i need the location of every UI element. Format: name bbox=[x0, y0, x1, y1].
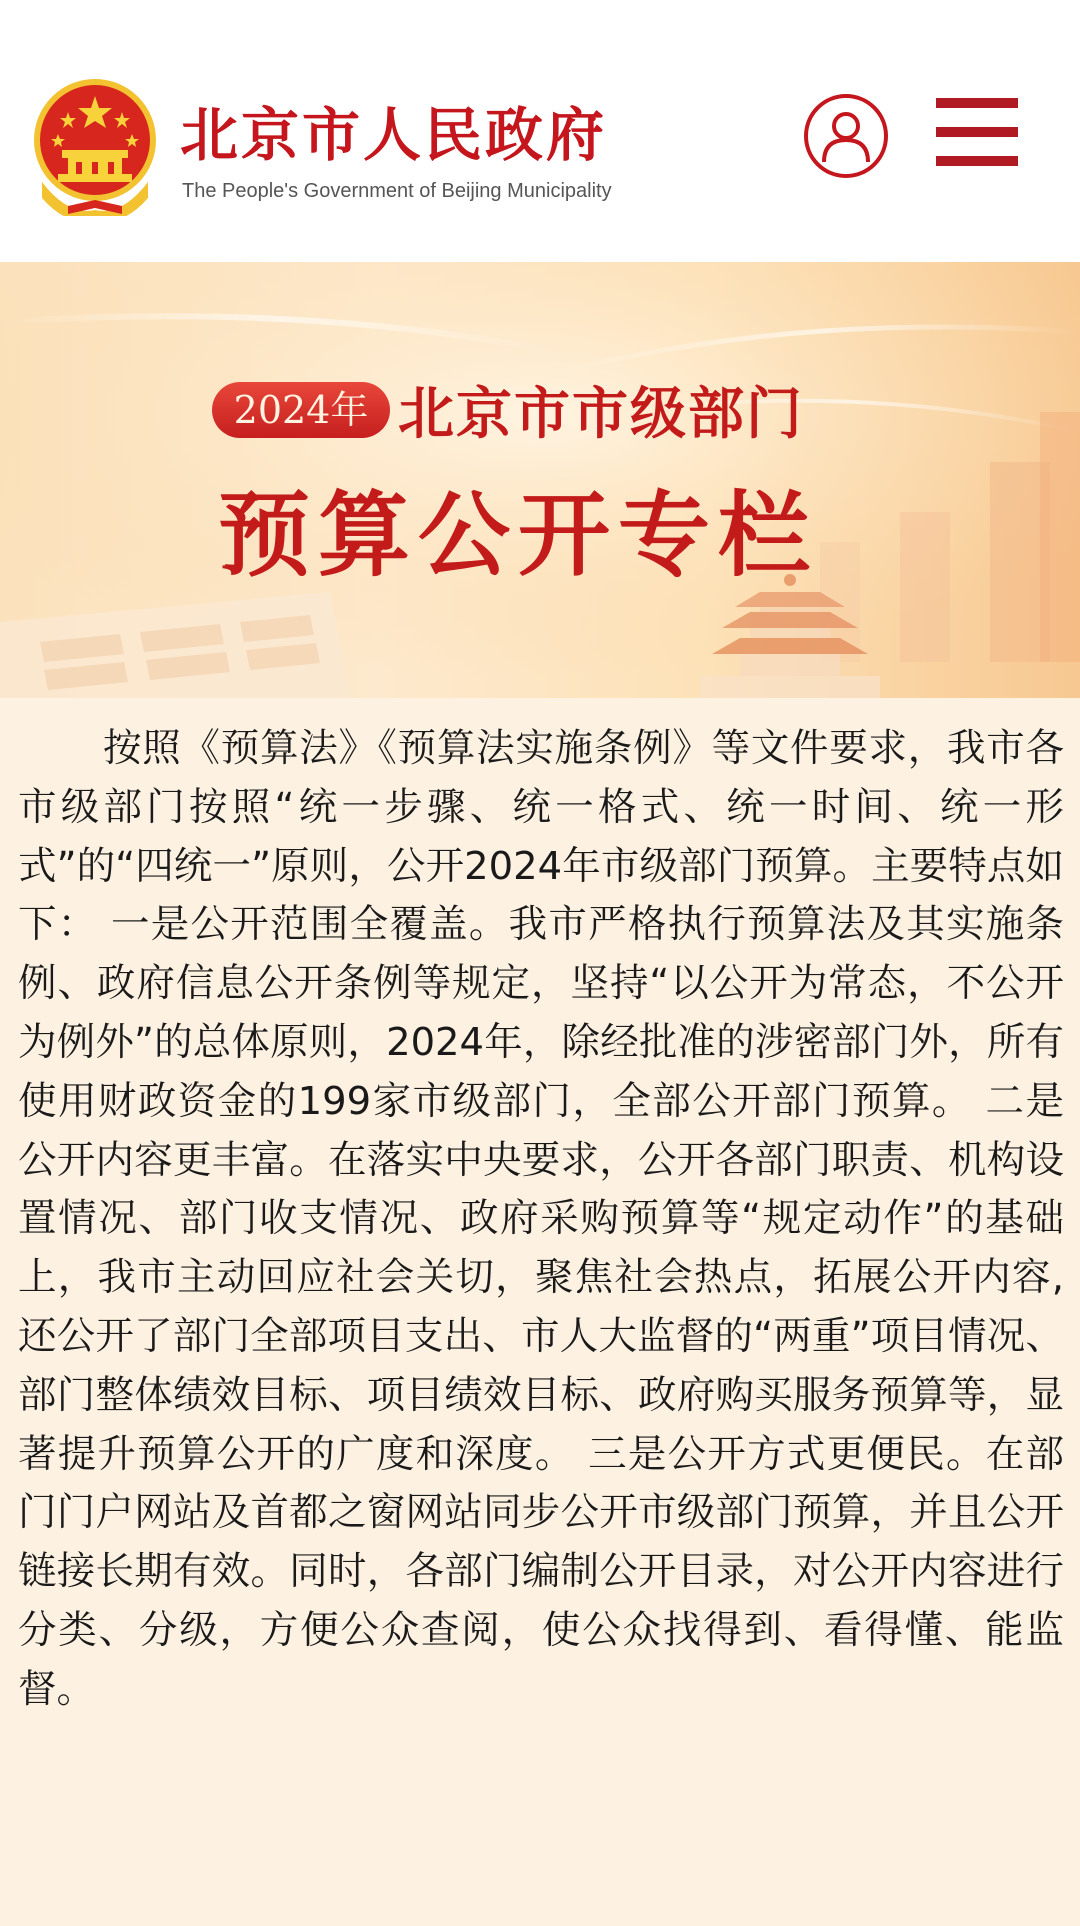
menu-button[interactable] bbox=[936, 98, 1018, 166]
hamburger-menu-icon bbox=[936, 98, 1018, 108]
hamburger-menu-icon bbox=[936, 127, 1018, 137]
banner-title-line1: 北京市市级部门 bbox=[398, 381, 804, 447]
article-body: 按照《预算法》《预算法实施条例》等文件要求，我市各市级部门按照“统一步骤、统一格式、统一时间、统一形式”的“四统一”原则，公开2024年市级部门预算。主要特点如下： 一是公开范围全覆盖。我市严格执行预算法及其实施条例、政府信息公开条例等规定，坚持“以公开为常态，不公开为例外”的总体原则，2024年，除经批准的涉密部门外，所有使用财政资金的199家市级部门，全部公开部门预算。 二是公开内容更丰富。在落实中央要求，公开各部门职责、机构设置情况、部门收支情况、政府采购预算等“规定动作”的基础上，我市主动回应社会关切，聚焦社会热点，拓展公开内容,还公开了部门全部项目支出、市人大监督的“两重”项目情况、部门整体绩效目标、项目绩效目标、政府购买服务预算等，显著提升预算公开的广度和深度。 三是公开方式更便民。在部门门户网站及首都之窗网站同步公开市级部门预算，并且公开链接长期有效。同时，各部门编制公开目录，对公开内容进行分类、分级，方便公众查阅，使公众找得到、看得懂、能监督。 bbox=[18, 726, 1064, 1712]
banner-title-line2: 预算公开专栏 bbox=[218, 481, 819, 589]
hamburger-menu-icon bbox=[936, 156, 1018, 166]
budget-banner[interactable] bbox=[0, 262, 1080, 698]
user-circle-icon bbox=[808, 98, 884, 174]
article-section bbox=[0, 698, 1080, 1926]
site-title[interactable]: 北京市人民政府 bbox=[180, 101, 608, 169]
site-subtitle: The People's Government of Beijing Municipality bbox=[182, 180, 612, 202]
user-account-button[interactable] bbox=[804, 94, 888, 178]
year-badge: 2024年 bbox=[212, 382, 390, 438]
national-emblem-icon[interactable] bbox=[28, 78, 162, 216]
site-header bbox=[0, 0, 1080, 262]
